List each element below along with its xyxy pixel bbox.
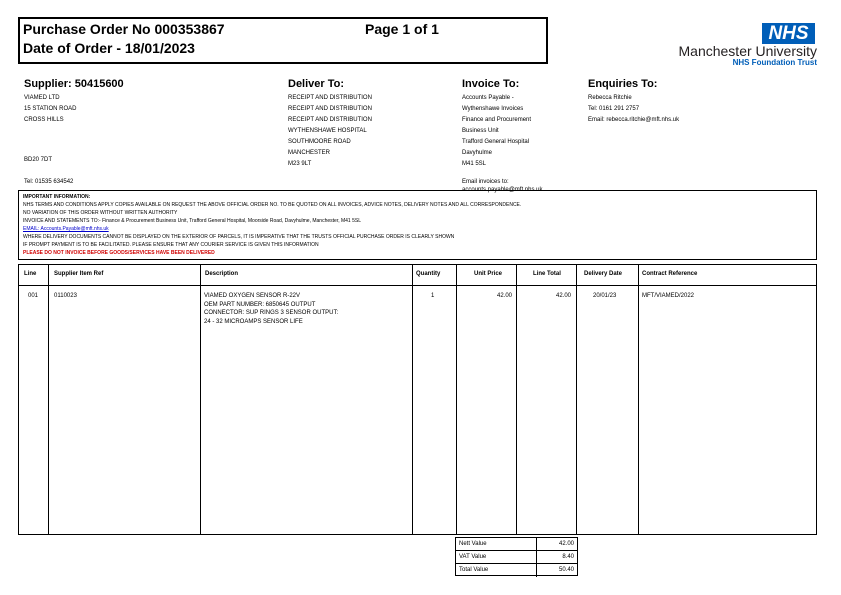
deliver-heading: Deliver To: bbox=[288, 78, 345, 90]
total-value-label: Total Value bbox=[459, 567, 489, 573]
column-divider bbox=[638, 264, 639, 535]
deliver-line: MANCHESTER bbox=[288, 150, 331, 156]
deliver-line: WYTHENSHAWE HOSPITAL bbox=[288, 128, 367, 134]
row-line-total: 42.00 bbox=[555, 293, 571, 299]
important-line: INVOICE AND STATEMENTS TO:- Finance & Procurement Business Unit, Trafford General Hospital, Moorside Road, Davyhulme, Manchester, M41 5SL bbox=[23, 218, 362, 224]
invoice-email-label: Email invoices to: bbox=[462, 179, 509, 185]
important-line: NHS TERMS AND CONDITIONS APPLY COPIES AVAILABLE ON REQUEST THE ABOVE OFFICIAL ORDER NO. TO BE QUOTED ON ALL INVOICES, ADVICE NOTES, DELIVERY NOTES AND ALL CORRESPONDENCE. bbox=[23, 202, 522, 208]
column-divider bbox=[456, 264, 457, 535]
invoice-heading: Invoice To: bbox=[462, 78, 520, 90]
important-info-box bbox=[18, 190, 817, 260]
row-supplier-ref: 0110023 bbox=[54, 293, 77, 299]
invoice-line: Trafford General Hospital bbox=[462, 139, 530, 145]
col-header-description: Description bbox=[205, 271, 239, 277]
column-divider bbox=[576, 264, 577, 535]
row-description bbox=[204, 292, 338, 326]
total-value-row bbox=[456, 564, 577, 577]
logo-org-name: Manchester University bbox=[678, 43, 817, 59]
deliver-line: M23 9LT bbox=[288, 161, 312, 167]
net-value-label: Nett Value bbox=[459, 541, 487, 547]
enquiries-line: Email: rebecca.ritchie@mft.nhs.uk bbox=[588, 117, 680, 123]
column-divider bbox=[412, 264, 413, 535]
col-header-line-total: Line Total bbox=[533, 271, 561, 277]
total-value: 50.40 bbox=[558, 567, 574, 573]
enquiries-heading: Enquiries To: bbox=[588, 78, 658, 90]
order-date: Date of Order - 18/01/2023 bbox=[23, 40, 195, 56]
net-value: 42.00 bbox=[558, 541, 574, 547]
deliver-address bbox=[288, 93, 372, 170]
deliver-line: RECEIPT AND DISTRIBUTION bbox=[288, 106, 372, 112]
net-value-row bbox=[456, 538, 577, 551]
col-header-contract-ref: Contract Reference bbox=[642, 271, 698, 277]
enquiries-line: Rebecca Ritchie bbox=[588, 95, 632, 101]
important-title: IMPORTANT INFORMATION: bbox=[23, 194, 91, 200]
enquiries-line: Tel: 0161 291 2757 bbox=[588, 106, 640, 112]
invoice-line: Davyhulme bbox=[462, 150, 493, 156]
col-header-delivery-date: Delivery Date bbox=[584, 271, 623, 277]
table-header-divider bbox=[18, 285, 817, 286]
invoice-line: Wythenshawe Invoices bbox=[462, 106, 524, 112]
vat-value-label: VAT Value bbox=[459, 554, 487, 560]
important-line: NO VARIATION OF THIS ORDER WITHOUT WRITTEN AUTHORITY bbox=[23, 210, 178, 216]
col-header-quantity: Quantity bbox=[416, 271, 441, 277]
totals-box bbox=[455, 537, 578, 576]
row-delivery-date: 20/01/23 bbox=[593, 293, 617, 299]
description-line: CONNECTOR: SUP RINGS 3 SENSOR OUTPUT: bbox=[204, 310, 339, 316]
supplier-line: VIAMED LTD bbox=[24, 95, 60, 101]
enquiries-contact bbox=[588, 93, 679, 126]
deliver-line: RECEIPT AND DISTRIBUTION bbox=[288, 117, 372, 123]
deliver-line: SOUTHMOORE ROAD bbox=[288, 139, 351, 145]
row-line-number: 001 bbox=[28, 293, 39, 299]
supplier-address bbox=[24, 93, 76, 126]
col-header-line: Line bbox=[24, 271, 37, 277]
column-divider bbox=[200, 264, 201, 535]
row-quantity: 1 bbox=[431, 293, 435, 299]
invoice-line: Accounts Payable - bbox=[462, 95, 514, 101]
invoice-address bbox=[462, 93, 531, 170]
vat-value-row bbox=[456, 551, 577, 564]
invoice-line: Finance and Procurement bbox=[462, 117, 532, 123]
row-contract-ref: MFT/VIAMED/2022 bbox=[642, 293, 695, 299]
invoice-line: M41 5SL bbox=[462, 161, 487, 167]
invoice-line: Business Unit bbox=[462, 128, 499, 134]
invoice-warning: PLEASE DO NOT INVOICE BEFORE GOODS/SERVICES HAVE BEEN DELIVERED bbox=[23, 250, 215, 256]
logo-trust-name: NHS Foundation Trust bbox=[732, 58, 817, 67]
invoice-email[interactable]: accounts.payable@mft.nhs.uk bbox=[462, 187, 543, 193]
description-line: 24 - 32 MICROAMPS SENSOR LIFE bbox=[204, 318, 303, 325]
important-line: WHERE DELIVERY DOCUMENTS CANNOT BE DISPLAYED ON THE EXTERIOR OF PARCELS, IT IS IMPERATIVE THAT THE TRUSTS OFFICIAL PURCHASE ORDER IS CLEARLY SHOWN bbox=[23, 234, 455, 240]
column-divider bbox=[48, 264, 49, 535]
supplier-tel: Tel: 01535 634542 bbox=[24, 179, 74, 185]
supplier-postcode: BD20 7DT bbox=[24, 157, 53, 163]
vat-value: 8.40 bbox=[562, 554, 574, 560]
po-number-title: Purchase Order No 000353867 bbox=[23, 21, 225, 37]
col-header-ref: Supplier Item Ref bbox=[54, 271, 104, 277]
supplier-line: 15 STATION ROAD bbox=[24, 106, 77, 112]
page-indicator: Page 1 of 1 bbox=[365, 21, 439, 37]
row-unit-price: 42.00 bbox=[496, 293, 512, 299]
supplier-line: CROSS HILLS bbox=[24, 117, 64, 123]
accounts-email-link[interactable]: EMAIL: Accounts.Payable@mft.nhs.uk bbox=[23, 226, 109, 232]
deliver-line: RECEIPT AND DISTRIBUTION bbox=[288, 95, 372, 101]
supplier-heading: Supplier: 50415600 bbox=[24, 78, 124, 90]
col-header-unit-price: Unit Price bbox=[474, 271, 503, 277]
description-line: VIAMED OXYGEN SENSOR R-22V bbox=[204, 293, 301, 299]
column-divider bbox=[516, 264, 517, 535]
description-line: OEM PART NUMBER: 6850645 OUTPUT bbox=[204, 301, 316, 308]
line-items-table bbox=[18, 264, 817, 535]
nhs-logo-badge: NHS bbox=[762, 23, 815, 44]
important-line: IF PROMPT PAYMENT IS TO BE FACILITATED. PLEASE ENSURE THAT ANY COURIER SERVICE IS GIVEN THIS INFORMATION bbox=[23, 242, 319, 248]
